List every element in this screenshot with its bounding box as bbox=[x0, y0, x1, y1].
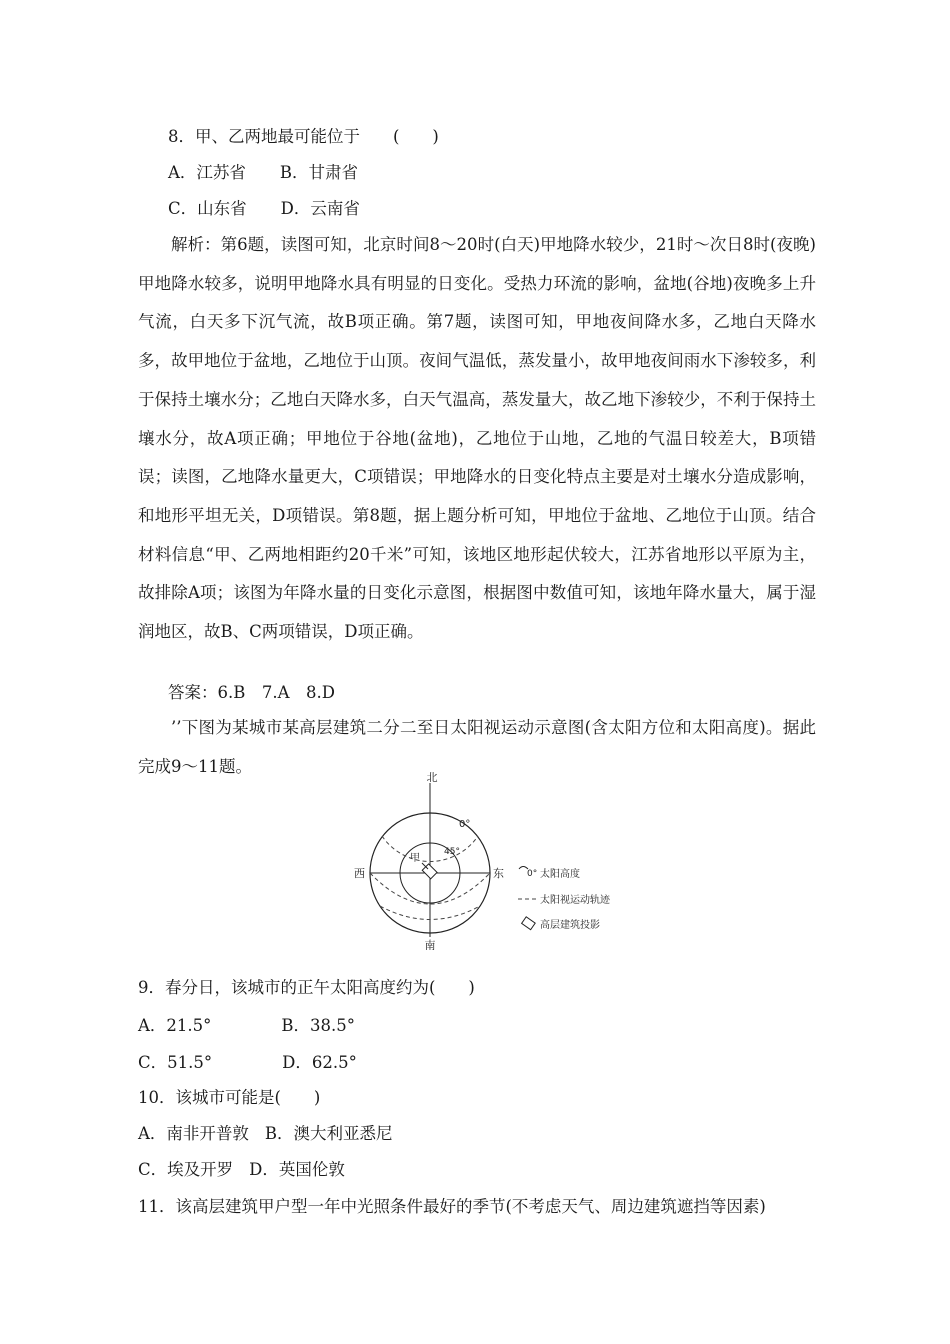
question-10-stem: 10．该城市可能是( ) bbox=[138, 1088, 321, 1107]
question-11-stem: 11．该高层建筑甲户型一年中光照条件最好的季节(不考虑天气、周边建筑遮挡等因素) bbox=[138, 1197, 766, 1216]
legend-zero-label: 0° bbox=[527, 869, 538, 879]
answer-line: 答案：6.B 7.A 8.D bbox=[168, 683, 335, 702]
sun-path-diagram bbox=[340, 765, 640, 950]
q8-option-b: B．甘肃省 bbox=[279, 163, 359, 182]
legend-sun-altitude: 太阳高度 bbox=[540, 869, 580, 880]
west-label: 西 bbox=[354, 867, 365, 880]
diagram-intro: ’’下图为某城市某高层建筑二分二至日太阳视运动示意图(含太阳方位和太阳高度)。据此完成9～11题。 bbox=[138, 718, 816, 776]
q9-option-d: D．62.5° bbox=[282, 1053, 357, 1072]
q8-option-a: A．江苏省 bbox=[168, 163, 246, 182]
zero-degree-label: 0° bbox=[459, 819, 471, 830]
q9-option-a: A．21.5° bbox=[138, 1016, 212, 1035]
north-label: 北 bbox=[426, 771, 438, 784]
question-9-options-row-1 bbox=[138, 1016, 355, 1036]
q10-option-b: B．澳大利亚悉尼 bbox=[264, 1124, 393, 1143]
question-8-options-row-1 bbox=[168, 163, 358, 183]
legend-sun-path: 太阳视运动轨迹 bbox=[540, 895, 610, 906]
south-label: 南 bbox=[424, 939, 436, 950]
legend-shadow-icon bbox=[522, 917, 536, 930]
east-label: 东 bbox=[493, 867, 504, 880]
question-9-stem: 9．春分日，该城市的正午太阳高度约为( ) bbox=[138, 978, 475, 997]
q10-option-c: C．埃及开罗 bbox=[138, 1160, 234, 1179]
q10-option-d: D．英国伦敦 bbox=[249, 1160, 345, 1179]
q8-option-c: C．山东省 bbox=[168, 199, 247, 218]
building-shadow-shape bbox=[422, 864, 437, 879]
q9-option-b: B．38.5° bbox=[281, 1016, 356, 1035]
question-9-options-row-2 bbox=[138, 1053, 357, 1073]
analysis-paragraph: 解析：第6题，读图可知，北京时间8～20时(白天)甲地降水较少，21时～次日8时(夜晚)甲地降水较多，说明甲地降水具有明显的日变化。受热力环流的影响，盆地(谷地)夜晚多上升气流，白天多下沉气流，故B项正确。第7题，读图可知，甲地夜间降水多，乙地白天降水多，故甲地位于盆地，乙地位于山顶。夜间气温低，蒸发量小，故甲地夜间雨水下渗较多，利于保持土壤水分；乙地白天降水多，白天气温高，蒸发量大，故乙地下渗较少，不利于保持土壤水分，故A项正确；甲地位于谷地(盆地)，乙地位于山地，乙地的气温日较差大，B项错误；读图，乙地降水量更大，C项错误；甲地降水的日变化特点主要是对土壤水分造成影响，和地形平坦无关，D项错误。第8题，据上题分析可知，甲地位于盆地、乙地位于山顶。结合材料信息“甲、乙两地相距约20千米”可知，该地区地形起伏较大，江苏省地形以平原为主，故排除A项；该图为年降水量的日变化示意图，根据图中数值可知，该地年降水量大，属于湿润地区，故B、C两项错误，D项正确。 bbox=[138, 235, 816, 642]
question-8-options-row-2 bbox=[168, 199, 360, 219]
q8-option-d: D．云南省 bbox=[280, 199, 360, 218]
question-10-options-row-2 bbox=[138, 1160, 345, 1180]
jia-label: 甲 bbox=[410, 853, 420, 864]
forty-five-degree-label: 45° bbox=[444, 847, 460, 857]
q10-option-a: A．南非开普敦 bbox=[138, 1124, 249, 1143]
question-8-stem: 8．甲、乙两地最可能位于 ( ) bbox=[168, 127, 439, 146]
question-10-options-row-1 bbox=[138, 1124, 393, 1144]
legend-building-shadow: 高层建筑投影 bbox=[540, 920, 600, 931]
q9-option-c: C．51.5° bbox=[138, 1053, 213, 1072]
